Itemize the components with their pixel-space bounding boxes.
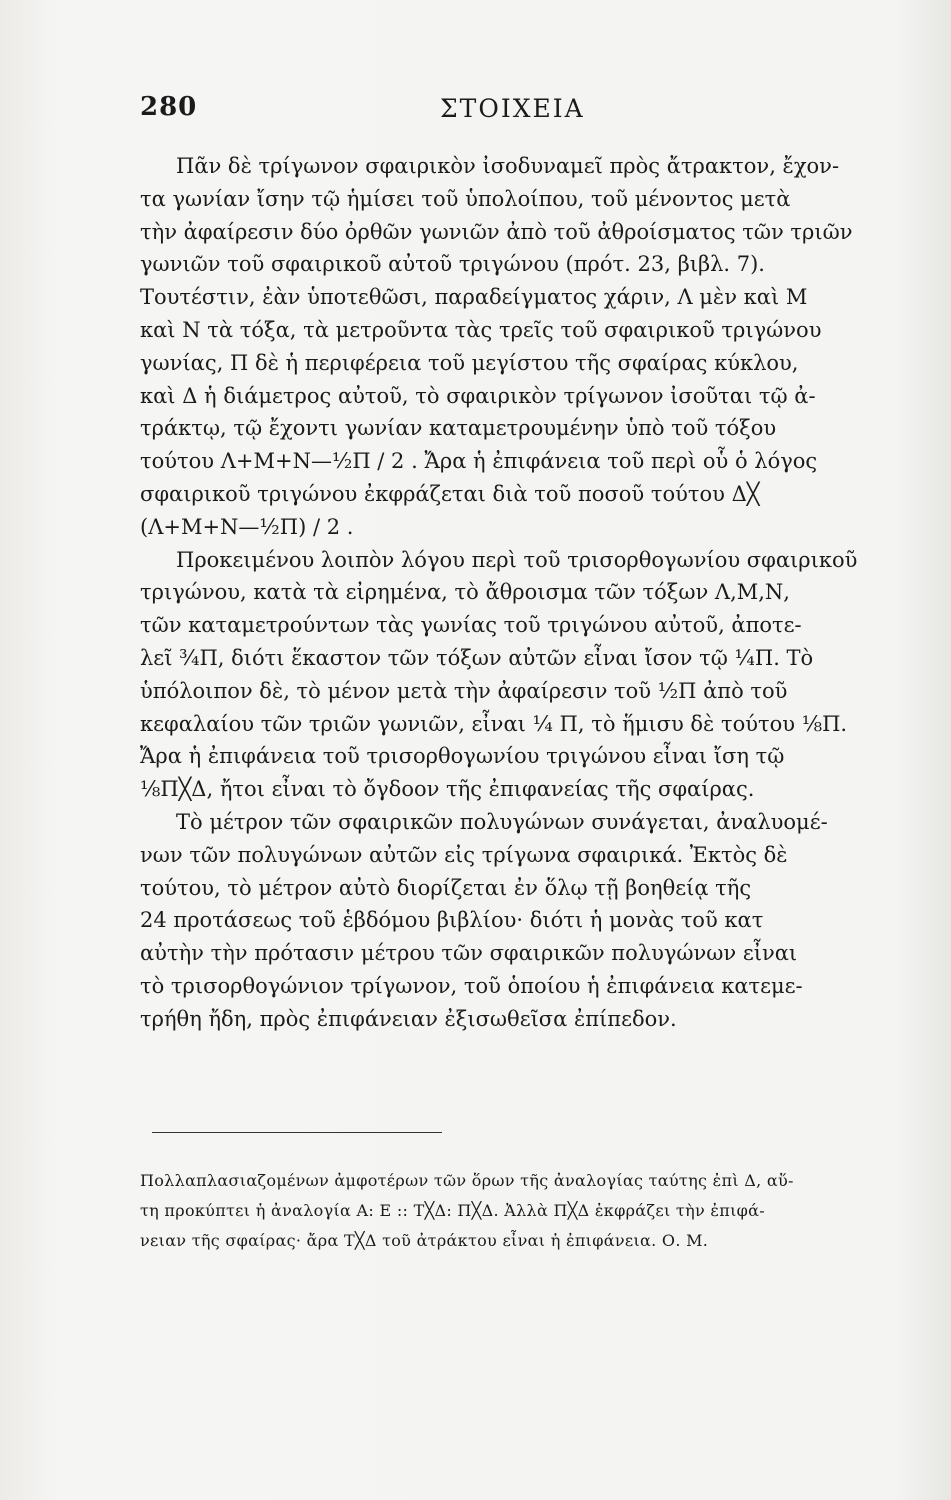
text-line: τρήθη ἤδη, πρὸς ἐπιφάνειαν ἐξισωθεῖσα ἐπίπεδον. [140, 1006, 677, 1031]
footnote [140, 1166, 892, 1256]
text-line: Πᾶν δὲ τρίγωνον σφαιρικὸν ἰσοδυναμεῖ πρὸς ἄτρακτον, ἔχον- [176, 154, 840, 178]
text-line: Ἄρα ἡ ἐπιφάνεια τοῦ τρισορθογωνίου τριγώνου εἶναι ἴση τῷ [140, 744, 785, 769]
main-text [140, 150, 892, 1036]
text-line: τριγώνου, κατὰ τὰ εἰρημένα, τὸ ἄθροισμα τῶν τόξων Λ,Μ,Ν, [140, 580, 790, 605]
formula-line: τούτου Λ+Μ+Ν—½Π / 2 . Ἄρα ἡ ἐπιφάνεια τοῦ περὶ οὗ ὁ λόγος [140, 449, 818, 474]
text-line: ὑπόλοιπον δὲ, τὸ μένον μετὰ τὴν ἀφαίρεσιν τοῦ ½Π ἀπὸ τοῦ [140, 678, 788, 703]
text-line: λεῖ ¾Π, διότι ἕκαστον τῶν τόξων αὐτῶν εἶναι ἴσον τῷ ¼Π. Τὸ [140, 645, 814, 670]
footnote-rule [152, 1132, 442, 1133]
text-line: Τουτέστιν, ἐὰν ὑποτεθῶσι, παραδείγματος χάριν, Λ μὲν καὶ Μ [140, 285, 808, 310]
text-line: Προκειμένου λοιπὸν λόγου περὶ τοῦ τρισορθογωνίου σφαιρικοῦ [176, 547, 858, 572]
footnote-line: Πολλαπλασιαζομένων ἀμφοτέρων τῶν ὅρων τῆς ἀναλογίας ταύτης ἐπὶ Δ, αὕ- [140, 1171, 794, 1190]
text-line: γωνιῶν τοῦ σφαιρικοῦ αὐτοῦ τριγώνου (πρότ. 23, βιβλ. 7). [140, 252, 765, 277]
running-head: ΣΤΟΙΧΕΙΑ [440, 94, 585, 123]
text-line: καὶ Ν τὰ τόξα, τὰ μετροῦντα τὰς τρεῖς τοῦ σφαιρικοῦ τριγώνου [140, 317, 822, 342]
footnote-line: νειαν τῆς σφαίρας· ἄρα Τ╳Δ τοῦ ἀτράκτου εἶναι ἡ ἐπιφάνεια. Ο. Μ. [140, 1231, 709, 1250]
text-line: τα γωνίαν ἴσην τῷ ἡμίσει τοῦ ὑπολοίπου, τοῦ μένοντος μετὰ [140, 186, 791, 211]
text-line: Τὸ μέτρον τῶν σφαιρικῶν πολυγώνων συνάγεται, ἀναλυομέ- [176, 809, 828, 834]
text-line: γωνίας, Π δὲ ἡ περιφέρεια τοῦ μεγίστου τῆς σφαίρας κύκλου, [140, 350, 799, 375]
text-line: τὸ τρισορθογώνιον τρίγωνον, τοῦ ὁποίου ἡ ἐπιφάνεια κατεμε- [140, 973, 803, 998]
text-line: τὴν ἀφαίρεσιν δύο ὀρθῶν γωνιῶν ἀπὸ τοῦ ἀθροίσματος τῶν τριῶν [140, 219, 853, 244]
text-line: καὶ Δ ἡ διάμετρος αὐτοῦ, τὸ σφαιρικὸν τρίγωνον ἰσοῦται τῷ ἀ- [140, 383, 816, 408]
text-line: 24 προτάσεως τοῦ ἑβδόμου βιβλίου· διότι ἡ μονὰς τοῦ κατ [140, 908, 764, 933]
text-line: τράκτῳ, τῷ ἔχοντι γωνίαν καταμετρουμένην ὑπὸ τοῦ τόξου [140, 416, 777, 441]
page-header [140, 92, 900, 132]
footnote-line: τη προκύπτει ἡ ἀναλογία Α: Ε :: Τ╳Δ: Π╳Δ. Ἀλλὰ Π╳Δ ἐκφράζει τὴν ἐπιφά- [140, 1201, 765, 1220]
text-line: αὐτὴν τὴν πρότασιν μέτρου τῶν σφαιρικῶν πολυγώνων εἶναι [140, 941, 798, 966]
text-line: σφαιρικοῦ τριγώνου ἐκφράζεται διὰ τοῦ ποσοῦ τούτου Δ╳ [140, 481, 760, 506]
formula-line: (Λ+Μ+Ν—½Π) / 2 . [140, 514, 354, 539]
text-line: τῶν καταμετρούντων τὰς γωνίας τοῦ τριγώνου αὐτοῦ, ἀποτε- [140, 613, 802, 638]
text-line: τούτου, τὸ μέτρον αὐτὸ διορίζεται ἐν ὅλῳ τῇ βοηθείᾳ τῆς [140, 875, 752, 900]
page-number: 280 [140, 92, 198, 122]
text-line: νων τῶν πολυγώνων αὐτῶν εἰς τρίγωνα σφαιρικά. Ἐκτὸς δὲ [140, 842, 788, 867]
text-line: ⅛Π╳Δ, ἤτοι εἶναι τὸ ὄγδοον τῆς ἐπιφανείας τῆς σφαίρας. [140, 777, 755, 802]
text-line: κεφαλαίου τῶν τριῶν γωνιῶν, εἶναι ¼ Π, τὸ ἥμισυ δὲ τούτου ⅛Π. [140, 711, 848, 736]
